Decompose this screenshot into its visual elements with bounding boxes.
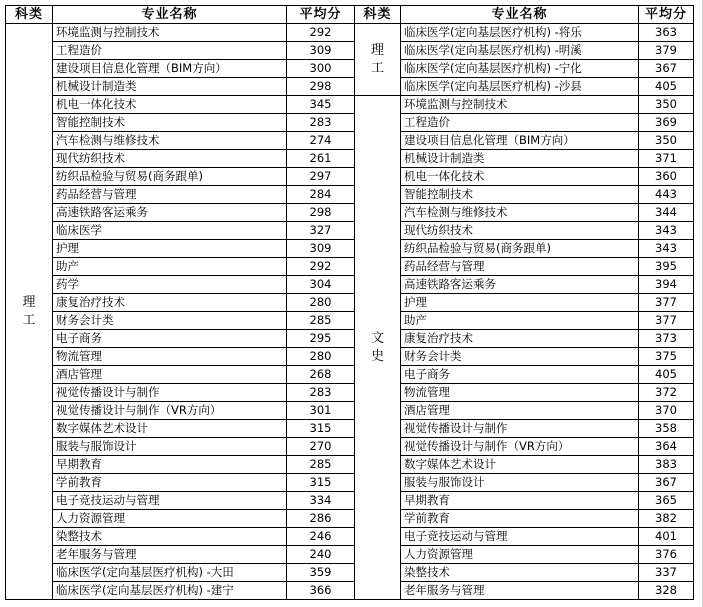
score-cell[interactable]: 301	[287, 402, 355, 420]
major-cell[interactable]: 机电一体化技术	[53, 96, 287, 114]
table-row	[6, 402, 694, 420]
major-cell[interactable]: 临床医学(定向基层医疗机构) -大田	[53, 564, 287, 582]
table-row	[6, 582, 694, 600]
score-cell[interactable]: 405	[639, 78, 694, 96]
score-cell[interactable]: 328	[639, 582, 694, 600]
header-row	[6, 6, 694, 24]
major-cell[interactable]: 早期教育	[53, 456, 287, 474]
table-row	[6, 348, 694, 366]
major-cell[interactable]: 康复治疗技术	[401, 330, 639, 348]
major-cell[interactable]: 电子商务	[401, 366, 639, 384]
major-cell[interactable]: 现代纺织技术	[401, 222, 639, 240]
major-cell[interactable]: 早期教育	[401, 492, 639, 510]
table-row	[6, 78, 694, 96]
score-cell[interactable]: 295	[287, 330, 355, 348]
major-cell[interactable]: 助产	[401, 312, 639, 330]
table-row	[6, 384, 694, 402]
major-cell[interactable]: 学前教育	[53, 474, 287, 492]
major-cell[interactable]: 药品经营与管理	[401, 258, 639, 276]
major-cell[interactable]: 助产	[53, 258, 287, 276]
major-cell[interactable]: 数字媒体艺术设计	[401, 456, 639, 474]
major-cell[interactable]: 护理	[53, 240, 287, 258]
major-cell[interactable]: 机械设计制造类	[53, 78, 287, 96]
score-table-body	[6, 6, 694, 600]
score-cell[interactable]: 283	[287, 114, 355, 132]
major-cell[interactable]: 学前教育	[401, 510, 639, 528]
score-cell[interactable]: 394	[639, 276, 694, 294]
score-cell[interactable]: 261	[287, 150, 355, 168]
score-cell[interactable]: 284	[287, 186, 355, 204]
major-cell[interactable]: 纺织品检验与贸易(商务跟单)	[401, 240, 639, 258]
table-row	[6, 420, 694, 438]
major-cell[interactable]: 数字媒体艺术设计	[53, 420, 287, 438]
score-cell[interactable]: 375	[639, 348, 694, 366]
score-cell[interactable]: 309	[287, 240, 355, 258]
major-cell[interactable]: 建设项目信息化管理（BIM方向）	[53, 60, 287, 78]
score-cell[interactable]: 377	[639, 294, 694, 312]
score-cell[interactable]: 371	[639, 150, 694, 168]
score-cell[interactable]: 240	[287, 546, 355, 564]
category-label: 文史	[370, 330, 384, 364]
major-cell[interactable]: 视觉传播设计与制作（VR方向）	[53, 402, 287, 420]
major-cell[interactable]: 临床医学(定向基层医疗机构) -明溪	[401, 42, 639, 60]
major-cell[interactable]: 智能控制技术	[401, 186, 639, 204]
table-row	[6, 96, 694, 114]
major-cell[interactable]: 工程造价	[401, 114, 639, 132]
header-category-right[interactable]: 科类	[355, 6, 401, 24]
score-cell[interactable]: 274	[287, 132, 355, 150]
score-cell[interactable]: 283	[287, 384, 355, 402]
category-cell-right[interactable]	[355, 24, 401, 96]
score-cell[interactable]: 345	[287, 96, 355, 114]
score-cell[interactable]: 286	[287, 510, 355, 528]
major-cell[interactable]: 环境监测与控制技术	[401, 96, 639, 114]
score-cell[interactable]: 327	[287, 222, 355, 240]
category-cell-left[interactable]	[6, 24, 53, 600]
major-cell[interactable]: 临床医学(定向基层医疗机构) -宁化	[401, 60, 639, 78]
major-cell[interactable]: 视觉传播设计与制作	[53, 384, 287, 402]
score-cell[interactable]: 401	[639, 528, 694, 546]
score-cell[interactable]: 383	[639, 456, 694, 474]
score-cell[interactable]: 343	[639, 222, 694, 240]
table-row	[6, 204, 694, 222]
major-cell[interactable]: 汽车检测与维修技术	[53, 132, 287, 150]
score-cell[interactable]: 382	[639, 510, 694, 528]
major-cell[interactable]: 高速铁路客运乘务	[53, 204, 287, 222]
table-row	[6, 168, 694, 186]
major-cell[interactable]: 财务会计类	[53, 312, 287, 330]
score-cell[interactable]: 369	[639, 114, 694, 132]
score-cell[interactable]: 315	[287, 474, 355, 492]
table-row	[6, 132, 694, 150]
major-cell[interactable]: 老年服务与管理	[53, 546, 287, 564]
major-cell[interactable]: 护理	[401, 294, 639, 312]
score-cell[interactable]: 365	[639, 492, 694, 510]
score-cell[interactable]: 376	[639, 546, 694, 564]
major-cell[interactable]: 染整技术	[53, 528, 287, 546]
table-row	[6, 510, 694, 528]
score-sheet	[5, 5, 694, 600]
category-label: 理工	[370, 42, 384, 76]
score-cell[interactable]: 367	[639, 474, 694, 492]
category-cell-right[interactable]	[355, 96, 401, 600]
major-cell[interactable]: 视觉传播设计与制作（VR方向）	[401, 438, 639, 456]
table-row	[6, 492, 694, 510]
score-cell[interactable]: 373	[639, 330, 694, 348]
table-row	[6, 294, 694, 312]
table-row	[6, 150, 694, 168]
major-cell[interactable]: 电子竞技运动与管理	[401, 528, 639, 546]
score-cell[interactable]: 298	[287, 204, 355, 222]
major-cell[interactable]: 临床医学(定向基层医疗机构) -沙县	[401, 78, 639, 96]
score-cell[interactable]: 443	[639, 186, 694, 204]
score-cell[interactable]: 350	[639, 96, 694, 114]
table-row	[6, 114, 694, 132]
score-table	[5, 5, 694, 600]
major-cell[interactable]: 人力资源管理	[53, 510, 287, 528]
score-cell[interactable]: 363	[639, 24, 694, 42]
major-cell[interactable]: 视觉传播设计与制作	[401, 420, 639, 438]
major-cell[interactable]: 纺织品检验与贸易(商务跟单)	[53, 168, 287, 186]
major-cell[interactable]: 建设项目信息化管理（BIM方向）	[401, 132, 639, 150]
table-row	[6, 240, 694, 258]
score-cell[interactable]: 372	[639, 384, 694, 402]
major-cell[interactable]: 临床医学(定向基层医疗机构) -将乐	[401, 24, 639, 42]
major-cell[interactable]: 机械设计制造类	[401, 150, 639, 168]
header-major-left[interactable]: 专业名称	[53, 6, 287, 24]
header-average-left[interactable]: 平均分	[287, 6, 355, 24]
score-cell[interactable]: 300	[287, 60, 355, 78]
score-cell[interactable]: 377	[639, 312, 694, 330]
major-cell[interactable]: 机电一体化技术	[401, 168, 639, 186]
score-cell[interactable]: 280	[287, 348, 355, 366]
major-cell[interactable]: 财务会计类	[401, 348, 639, 366]
score-cell[interactable]: 359	[287, 564, 355, 582]
major-cell[interactable]: 电子竞技运动与管理	[53, 492, 287, 510]
score-cell[interactable]: 309	[287, 42, 355, 60]
major-cell[interactable]: 汽车检测与维修技术	[401, 204, 639, 222]
major-cell[interactable]: 康复治疗技术	[53, 294, 287, 312]
table-row	[6, 366, 694, 384]
major-cell[interactable]: 人力资源管理	[401, 546, 639, 564]
major-cell[interactable]: 药品经营与管理	[53, 186, 287, 204]
score-cell[interactable]: 405	[639, 366, 694, 384]
score-cell[interactable]: 343	[639, 240, 694, 258]
table-row	[6, 42, 694, 60]
table-row	[6, 438, 694, 456]
score-cell[interactable]: 337	[639, 564, 694, 582]
table-row	[6, 474, 694, 492]
major-cell[interactable]: 工程造价	[53, 42, 287, 60]
major-cell[interactable]: 药学	[53, 276, 287, 294]
score-cell[interactable]: 297	[287, 168, 355, 186]
score-cell[interactable]: 315	[287, 420, 355, 438]
table-row	[6, 60, 694, 78]
major-cell[interactable]: 服装与服饰设计	[401, 474, 639, 492]
major-cell[interactable]: 物流管理	[53, 348, 287, 366]
score-cell[interactable]: 379	[639, 42, 694, 60]
score-cell[interactable]: 292	[287, 258, 355, 276]
score-cell[interactable]: 395	[639, 258, 694, 276]
table-row	[6, 456, 694, 474]
header-major-right[interactable]: 专业名称	[401, 6, 639, 24]
score-cell[interactable]: 270	[287, 438, 355, 456]
score-cell[interactable]: 364	[639, 438, 694, 456]
score-cell[interactable]: 268	[287, 366, 355, 384]
table-row	[6, 330, 694, 348]
major-cell[interactable]: 现代纺织技术	[53, 150, 287, 168]
table-row	[6, 222, 694, 240]
table-row	[6, 258, 694, 276]
table-row	[6, 24, 694, 42]
header-category-left[interactable]: 科类	[6, 6, 53, 24]
major-cell[interactable]: 环境监测与控制技术	[53, 24, 287, 42]
score-cell[interactable]: 360	[639, 168, 694, 186]
score-cell[interactable]: 246	[287, 528, 355, 546]
major-cell[interactable]: 老年服务与管理	[401, 582, 639, 600]
score-cell[interactable]: 285	[287, 312, 355, 330]
score-cell[interactable]: 367	[639, 60, 694, 78]
major-cell[interactable]: 电子商务	[53, 330, 287, 348]
score-cell[interactable]: 285	[287, 456, 355, 474]
table-row	[6, 312, 694, 330]
score-cell[interactable]: 350	[639, 132, 694, 150]
score-cell[interactable]: 370	[639, 402, 694, 420]
table-row	[6, 186, 694, 204]
major-cell[interactable]: 物流管理	[401, 384, 639, 402]
table-row	[6, 546, 694, 564]
table-row	[6, 564, 694, 582]
score-cell[interactable]: 298	[287, 78, 355, 96]
major-cell[interactable]: 临床医学	[53, 222, 287, 240]
table-row	[6, 528, 694, 546]
score-cell[interactable]: 344	[639, 204, 694, 222]
score-cell[interactable]: 366	[287, 582, 355, 600]
major-cell[interactable]: 酒店管理	[53, 366, 287, 384]
header-average-right[interactable]: 平均分	[639, 6, 694, 24]
score-cell[interactable]: 358	[639, 420, 694, 438]
major-cell[interactable]: 高速铁路客运乘务	[401, 276, 639, 294]
major-cell[interactable]: 染整技术	[401, 564, 639, 582]
score-cell[interactable]: 304	[287, 276, 355, 294]
major-cell[interactable]: 临床医学(定向基层医疗机构) -建宁	[53, 582, 287, 600]
major-cell[interactable]: 智能控制技术	[53, 114, 287, 132]
score-cell[interactable]: 334	[287, 492, 355, 510]
table-row	[6, 276, 694, 294]
score-cell[interactable]: 280	[287, 294, 355, 312]
score-cell[interactable]: 292	[287, 24, 355, 42]
major-cell[interactable]: 服装与服饰设计	[53, 438, 287, 456]
category-label: 理工	[22, 294, 36, 328]
major-cell[interactable]: 酒店管理	[401, 402, 639, 420]
